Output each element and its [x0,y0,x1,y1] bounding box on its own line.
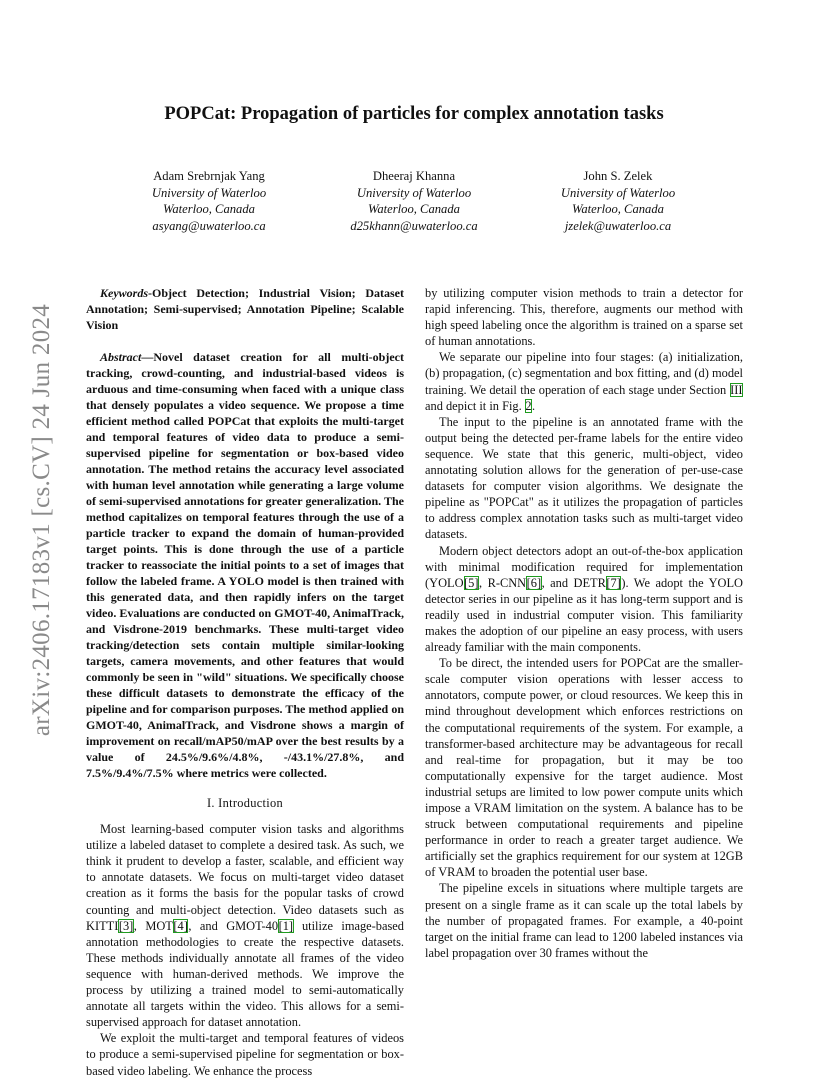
paragraph-text: , and GMOT-40 [188,918,279,933]
keywords-text: -Object Detection; Industrial Vision; Dataset Annotation; Semi-supervised; Annotation Pipeline; Scalable Vision [86,286,404,332]
citation-link[interactable]: [3] [118,918,134,933]
author-affiliation: University of Waterloo [151,185,267,200]
author-email: d25khann@uwaterloo.ca [350,218,478,233]
abstract [86,349,404,781]
paragraph-text: Most learning-based computer vision tasks and algorithms utilize a labeled dataset to complete a desired task. As such, we think it prudent to develop a faster, scalable, and efficient way to annotate datasets. We focus on multi-target video dataset creation as it forms the basis for the popular tasks of crowd counting and multi-object detection. Video datasets such as KITTI [86,822,404,933]
author-affiliation: University of Waterloo [560,185,676,200]
author-email: jzelek@uwaterloo.ca [564,218,672,233]
author-3 [508,168,728,234]
right-column [425,285,743,961]
author-name: John S. Zelek [583,169,653,183]
right-paragraph-6: The pipeline excels in situations where multiple targets are present on a single frame as it can scale up the total labels by the number of propagated frames. For example, a 40-point target on the initial frame can lead to 1200 labeled instances via label propagation over 30 frames without the [425,881,743,960]
keywords-label: Keywords [100,286,148,300]
right-paragraph-3: The input to the pipeline is an annotated frame with the output being the detected per-frame labels for the entire video sequence. We state that this generic, multi-object, video annotating solution allows for the generation of per-use-case datasets for computer vision algorithms. We designate the pipeline as "POPCat" as it utilizes the propagation of particles to address complex annotation tasks such as multi-target video datasets. [425,414,743,542]
paragraph-text: , and DETR [541,575,606,590]
intro-paragraph-1 [86,821,404,1030]
author-email: asyang@uwaterloo.ca [152,218,266,233]
arxiv-identifier: arXiv:2406.17183v1 [cs.CV] 24 Jun 2024 [28,303,55,737]
paragraph-text: . [532,398,536,413]
right-paragraph-4 [425,543,743,656]
author-affiliation: University of Waterloo [356,185,472,200]
author-name: Dheeraj Khanna [372,169,456,183]
citation-link[interactable]: [1] [278,918,294,933]
author-location: Waterloo, Canada [368,202,460,216]
paragraph-text: , R-CNN [479,575,527,590]
paragraph-text: ). We adopt the YOLO detector series in our pipeline as it has long-term support and is readily used in industrial computer vision. This familiarity makes the adoption of our pipeline an easy process, with users already familiar with the main components. [425,575,743,655]
intro-paragraph-2: We exploit the multi-target and temporal features of videos to produce a semi-supervised pipeline for segmentation or box-based video labeling. We enhance the process [86,1031,404,1078]
paragraph-text: We separate our pipeline into four stages: (a) initialization, (b) propagation, (c) segmentation and box fitting, and (d) model training. We detail the operation of each stage under Section [425,350,743,397]
citation-link[interactable]: [5] [464,575,479,590]
paper-title: POPCat: Propagation of particles for complex annotation tasks [164,104,664,124]
section-link[interactable]: III [730,382,743,397]
right-paragraph-1: by utilizing computer vision methods to train a detector for rapid inferencing. This, therefore, augments our method with high speed labeling once the algorithm is trained on a sparse set of human annotations. [425,286,743,349]
left-column [86,285,404,1079]
abstract-label: Abstract [100,350,142,364]
author-location: Waterloo, Canada [572,202,664,216]
author-location: Waterloo, Canada [163,202,255,216]
citation-link[interactable]: [6] [526,575,542,590]
citation-link[interactable]: [4] [173,918,188,933]
paragraph-text: , MOT [133,918,173,933]
figure-link[interactable]: 2 [525,398,532,413]
right-paragraph-5: To be direct, the intended users for POPCat are the smaller-scale computer vision operations with lesser access to annotators, compute power, or cloud resources. We keep this in mind throughout development which enforces restrictions on the computational requirements of the system. For example, a transformer-based architecture may be advantageous for recall and real-time for propagation, but it may be too computationally expensive for the target audience. Most industrial setups are limited to low power compute units which impose a VRAM limitation on the system. A balance has to be struck between computational requirements and pipeline performance in order to reach a greater target audience. We artificially set the graphics requirement for our system at 12GB of VRAM to broaden the potential user base. [425,656,743,880]
section-heading-introduction: I. Introduction [206,796,284,810]
author-2 [304,168,524,234]
abstract-text: —Novel dataset creation for all multi-object tracking, crowd-counting, and industrial-based videos is arduous and time-consuming when faced with a unique class that densely populates a video sequence. We propose a time efficient method called POPCat that exploits the multi-target and temporal features of video data to produce a semi-supervised pipeline for segmentation or box-based video annotation. The method retains the accuracy level associated with human level annotation while generating a large volume of semi-supervised annotations for greater generalization. The method capitalizes on temporal features through the use of a particle tracker to expand the domain of human-provided target points. This is done through the use of a particle tracker to reassociate the initial points to a set of images that follow the labeled frame. A YOLO model is then trained with this generated data, and then rapidly infers on the target video. Evaluations are conducted on GMOT-40, AnimalTrack, and Visdrone-2019 benchmarks. These multi-target video tracking/detection sets contain multiple similar-looking targets, camera movements, and other features that would commonly be seen in "wild" situations. We specifically choose these difficult datasets to demonstrate the efficacy of the pipeline and for comparison purposes. The method applied on GMOT-40, AnimalTrack, and Visdrone shows a margin of improvement on recall/mAP50/mAP over the best results by a value of 24.5%/9.6%/4.8%, -/43.1%/27.8%, and 7.5%/9.4%/7.5% where metrics were collected. [86,350,404,780]
author-1 [99,168,319,234]
author-name: Adam Srebrnjak Yang [153,169,265,183]
paragraph-text: Modern object detectors adopt an out-of-the-box application with minimal modification required for implementation (YOLO [425,543,743,590]
right-paragraph-2 [425,349,743,413]
keywords [86,285,404,333]
paragraph-text: utilize image-based annotation methodologies to create the respective datasets. These methods individually annotate all frames of the video sequence with human-derived methods. We improve the process by utilizing a trained model to semi-automatically annotate all targets within the video. This allows for a semi-supervised approach for dataset annotation. [86,918,404,1030]
paragraph-text: and depict it in Fig. [425,398,525,413]
citation-link[interactable]: [7] [606,575,621,590]
